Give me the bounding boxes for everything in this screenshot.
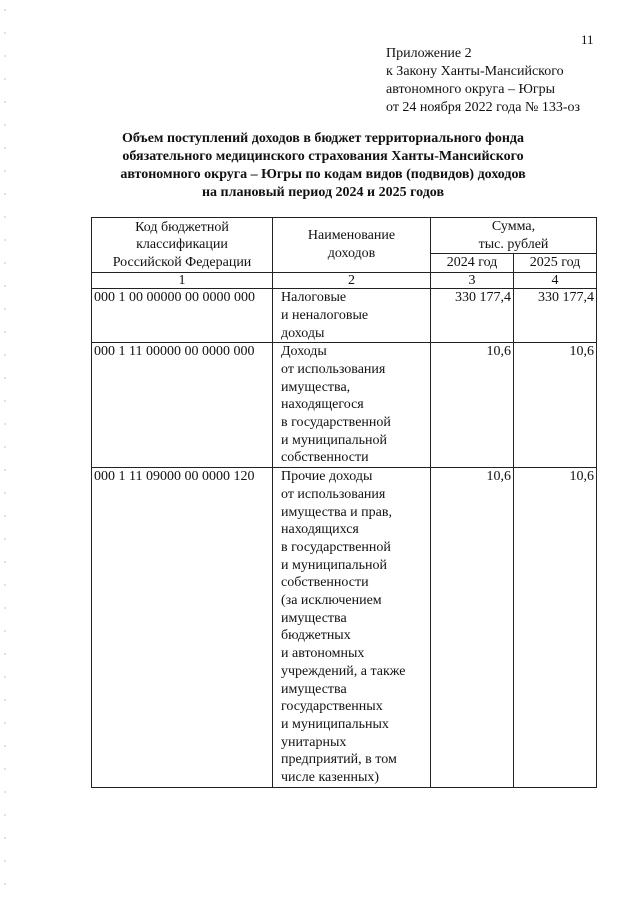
table-row — [92, 468, 597, 788]
appendix-line: автономного округа – Югры — [386, 82, 555, 97]
title-line: обязательного медицинского страхования Ханты-Мансийского — [122, 149, 524, 164]
title-line: Объем поступлений доходов в бюджет территориального фонда — [121, 131, 524, 146]
column-number: 1 — [92, 273, 273, 289]
column-number: 2 — [273, 273, 431, 289]
revenue-table — [91, 217, 597, 788]
page-number: 11 — [581, 32, 594, 47]
title-line: автономного округа – Югры по кодам видов (подвидов) доходов — [120, 167, 526, 182]
row-code: 000 1 00 00000 00 0000 000 — [92, 289, 273, 343]
header-year-2024: 2024 год — [431, 254, 514, 273]
header-name: Наименование доходов — [273, 218, 431, 273]
appendix-note — [386, 45, 580, 117]
row-value-2024: 10,6 — [431, 468, 514, 788]
table-row — [92, 343, 597, 468]
document-title — [100, 130, 546, 202]
header-sum: Сумма, тыс. рублей — [431, 218, 597, 254]
row-value-2025: 10,6 — [514, 468, 597, 788]
header-code: Код бюджетной классификации Российской Федерации — [92, 218, 273, 273]
appendix-line: от 24 ноября 2022 года № 133-оз — [386, 100, 581, 115]
row-name: Доходы от использования имущества, находящегося в государственной и муниципальной собственности — [273, 343, 431, 468]
title-line: на плановый период 2024 и 2025 годов — [201, 185, 445, 200]
table-header-row — [92, 218, 597, 254]
row-code: 000 1 11 09000 00 0000 120 — [92, 468, 273, 788]
row-value-2024: 330 177,4 — [431, 289, 514, 343]
header-year-2025: 2025 год — [514, 254, 597, 273]
column-number: 4 — [514, 273, 597, 289]
table-row — [92, 289, 597, 343]
row-name: Прочие доходы от использования имущества и прав, находящихся в государственной и муниципальной собственности (за исключением имущества бюджетных и автономных учреждений, а также имущества государственных и муниципальных унитарных предприятий, в том числе казенных) — [273, 468, 431, 788]
column-number: 3 — [431, 273, 514, 289]
row-value-2024: 10,6 — [431, 343, 514, 468]
column-numbers-row — [92, 273, 597, 289]
appendix-line: Приложение 2 — [386, 46, 472, 61]
scan-edge-marks — [4, 0, 6, 905]
appendix-line: к Закону Ханты-Мансийского — [386, 64, 564, 79]
row-name: Налоговые и неналоговые доходы — [273, 289, 431, 343]
row-value-2025: 10,6 — [514, 343, 597, 468]
row-code: 000 1 11 00000 00 0000 000 — [92, 343, 273, 468]
row-value-2025: 330 177,4 — [514, 289, 597, 343]
